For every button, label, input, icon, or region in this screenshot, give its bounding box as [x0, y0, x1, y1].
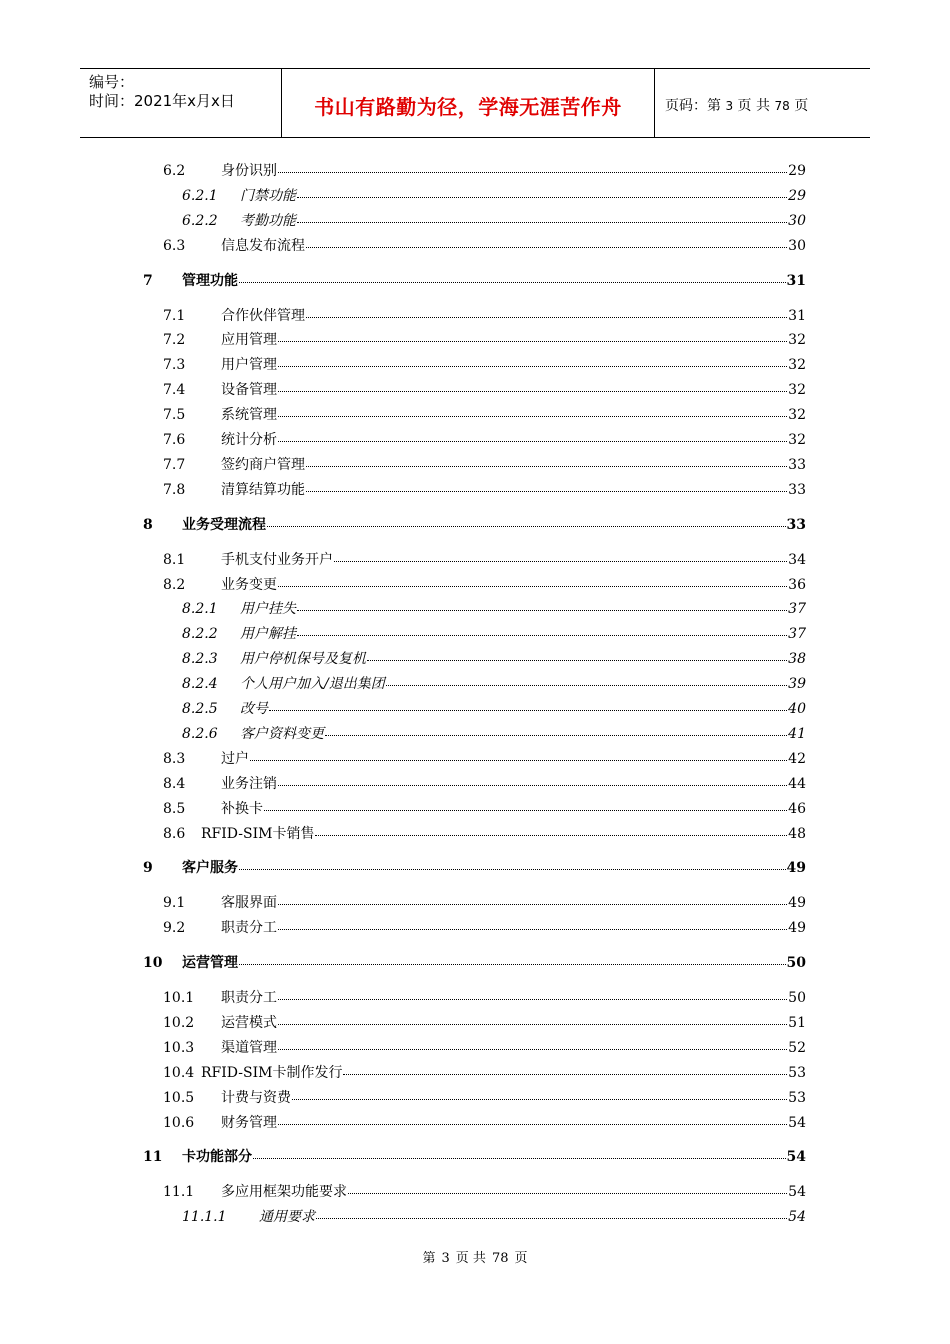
- toc-entry-page: 37: [788, 626, 806, 643]
- toc-entry[interactable]: [0, 1063, 806, 1083]
- toc-entry[interactable]: [0, 674, 806, 694]
- toc-leader-dots: [253, 1157, 786, 1159]
- toc-entry[interactable]: [0, 480, 806, 500]
- toc-entry-number: 7.6: [163, 432, 186, 448]
- toc-entry-page: 54: [786, 1149, 806, 1166]
- toc-entry-number: 7.4: [163, 382, 186, 399]
- toc-leader-dots: [343, 1073, 787, 1075]
- toc-entry-page: 54: [788, 1184, 806, 1201]
- toc-entry-number: 10: [143, 955, 163, 972]
- toc-entry-number: 8.2.1: [182, 601, 218, 618]
- toc-entry-title: 卡功能部分: [182, 1149, 252, 1166]
- toc-leader-dots: [306, 316, 787, 318]
- toc-entry-page: 32: [788, 332, 806, 349]
- toc-entry-page: 41: [788, 725, 806, 742]
- toc-entry-number: 7.1: [163, 307, 186, 324]
- toc-entry-title: 应用管理: [221, 332, 277, 349]
- toc-entry-title: 用户挂失: [240, 601, 296, 618]
- toc-entry-number: 10.1: [163, 990, 195, 1006]
- toc-entry-page: 37: [788, 601, 806, 618]
- toc-leader-dots: [297, 609, 787, 611]
- toc-leader-dots: [348, 1192, 787, 1194]
- toc-entry-page: 31: [786, 272, 806, 289]
- toc-entry[interactable]: [0, 161, 806, 181]
- toc-entry-page: 54: [788, 1209, 806, 1226]
- toc-entry-number: 8.2.3: [182, 651, 218, 668]
- toc-entry-number: 7: [143, 272, 153, 289]
- toc-leader-dots: [239, 868, 786, 870]
- toc-entry-title: 管理功能: [182, 272, 238, 289]
- toc-entry-number: 10.2: [163, 1014, 195, 1031]
- toc-entry-page: 40: [788, 701, 806, 717]
- toc-entry[interactable]: [0, 271, 806, 291]
- toc-entry[interactable]: [0, 405, 806, 425]
- toc-entry[interactable]: [0, 236, 806, 256]
- toc-entry-title: 计费与资费: [221, 1089, 291, 1106]
- toc-entry-page: 54: [788, 1114, 806, 1131]
- toc-leader-dots: [325, 734, 787, 736]
- toc-entry-number: 8.2.6: [182, 725, 218, 742]
- toc-entry[interactable]: [0, 330, 806, 350]
- toc-entry-title: 运营模式: [221, 1014, 277, 1031]
- toc-entry-page: 32: [788, 357, 806, 374]
- toc-leader-dots: [264, 809, 787, 811]
- toc-leader-dots: [386, 684, 787, 686]
- toc-entry-number: 10.6: [163, 1114, 195, 1131]
- toc-entry[interactable]: [0, 918, 806, 938]
- toc-entry-number: 6.3: [163, 237, 186, 254]
- toc-entry-title: 补换卡: [221, 800, 263, 817]
- toc-leader-dots: [278, 171, 787, 173]
- toc-leader-dots: [367, 659, 787, 661]
- toc-entry-page: 32: [788, 407, 806, 424]
- header-page-current: 3: [725, 99, 734, 113]
- toc-entry[interactable]: [0, 893, 806, 913]
- toc-entry-number: 8.2.4: [182, 676, 218, 693]
- toc-leader-dots: [316, 1217, 787, 1219]
- header-motto: 书山有路勤为径，学海无涯苦作舟: [314, 95, 622, 119]
- toc-entry-title: 清算结算功能: [221, 481, 305, 498]
- toc-entry-title: 用户停机保号及复机: [240, 651, 366, 668]
- toc-entry-title: RFID-SIM卡制作发行: [201, 1064, 343, 1081]
- toc-entry[interactable]: [0, 211, 806, 231]
- toc-entry[interactable]: [0, 799, 806, 819]
- toc-leader-dots: [278, 365, 787, 367]
- toc-entry-page: 32: [788, 382, 806, 399]
- toc-entry-title: 业务注销: [221, 775, 277, 792]
- toc-entry-title: 业务变更: [221, 576, 277, 593]
- toc-entry[interactable]: [0, 1207, 806, 1227]
- toc-leader-dots: [334, 560, 787, 562]
- toc-entry-page: 46: [788, 800, 806, 817]
- toc-entry-number: 8.2: [163, 576, 186, 593]
- toc-entry-page: 50: [788, 990, 806, 1006]
- toc-leader-dots: [267, 525, 786, 527]
- toc-entry-title: 职责分工: [221, 990, 277, 1006]
- toc-entry[interactable]: [0, 455, 806, 475]
- toc-entry-title: 手机支付业务开户: [221, 551, 333, 568]
- toc-entry-title: 信息发布流程: [221, 237, 305, 254]
- toc-leader-dots: [278, 1048, 787, 1050]
- toc-leader-dots: [278, 415, 787, 417]
- toc-entry[interactable]: [0, 1182, 806, 1202]
- toc-entry-page: 36: [788, 576, 806, 593]
- toc-entry-number: 6.2.1: [182, 187, 218, 204]
- toc-entry-title: 身份识别: [221, 163, 277, 179]
- toc-entry-number: 9.2: [163, 920, 186, 937]
- toc-entry-title: 通用要求: [259, 1209, 315, 1226]
- toc-entry-number: 8.5: [163, 800, 186, 817]
- toc-entry-number: 10.4: [163, 1064, 195, 1081]
- toc-entry-title: 设备管理: [221, 382, 277, 399]
- toc-leader-dots: [315, 834, 787, 836]
- toc-entry-page: 30: [788, 237, 806, 254]
- toc-entry-number: 7.7: [163, 456, 186, 473]
- toc-leader-dots: [306, 246, 787, 248]
- toc-entry[interactable]: [0, 1088, 806, 1108]
- toc-leader-dots: [278, 903, 787, 905]
- toc-entry-number: 8.6: [163, 825, 186, 842]
- toc-entry-title: 客户服务: [182, 860, 238, 877]
- toc-entry[interactable]: [0, 988, 806, 1008]
- toc-entry-page: 49: [788, 920, 806, 937]
- toc-leader-dots: [278, 998, 787, 1000]
- toc-entry[interactable]: [0, 306, 806, 326]
- document-time-label: 时间：2021年x月x日: [89, 92, 235, 110]
- toc-entry-page: 32: [788, 432, 806, 448]
- toc-leader-dots: [292, 1098, 787, 1100]
- toc-leader-dots: [278, 928, 787, 930]
- toc-entry-page: 33: [788, 481, 806, 498]
- toc-entry[interactable]: [0, 858, 806, 878]
- header-page-label: 页码：第: [665, 98, 721, 114]
- toc-entry-title: 客户资料变更: [240, 725, 324, 742]
- toc-leader-dots: [278, 585, 787, 587]
- toc-entry-page: 53: [788, 1064, 806, 1081]
- toc-entry-number: 7.5: [163, 407, 186, 424]
- toc-entry-page: 50: [786, 955, 806, 972]
- toc-entry-number: 7.2: [163, 332, 186, 349]
- footer-total: 78: [491, 1251, 509, 1266]
- toc-entry-title: RFID-SIM卡销售: [201, 825, 315, 842]
- toc-entry-page: 31: [788, 307, 806, 324]
- toc-entry-page: 38: [788, 651, 806, 668]
- toc-leader-dots: [278, 340, 787, 342]
- toc-entry-page: 34: [788, 551, 806, 568]
- toc-entry[interactable]: [0, 380, 806, 400]
- toc-entry-title: 考勤功能: [240, 212, 296, 229]
- toc-leader-dots: [297, 221, 787, 223]
- toc-entry-page: 49: [786, 860, 806, 877]
- toc-leader-dots: [269, 709, 787, 711]
- toc-entry-number: 8: [143, 516, 153, 533]
- toc-entry[interactable]: [0, 699, 806, 719]
- toc-entry-page: 33: [786, 516, 806, 533]
- toc-entry-title: 签约商户管理: [221, 456, 305, 473]
- toc-entry[interactable]: [0, 515, 806, 535]
- toc-entry[interactable]: [0, 953, 806, 973]
- toc-entry-title: 合作伙伴管理: [221, 307, 305, 324]
- header-page-mid: 页 共: [737, 98, 770, 114]
- toc-entry-page: 49: [788, 895, 806, 912]
- toc-entry[interactable]: [0, 724, 806, 744]
- toc-entry-number: 11.1: [163, 1184, 195, 1201]
- toc-leader-dots: [278, 1123, 787, 1125]
- toc-entry[interactable]: [0, 575, 806, 595]
- toc-entry-title: 业务受理流程: [182, 516, 266, 533]
- toc-entry[interactable]: [0, 1038, 806, 1058]
- toc-entry-page: 29: [788, 187, 806, 204]
- toc-entry-title: 客服界面: [221, 895, 277, 912]
- footer-current: 3: [441, 1251, 450, 1266]
- toc-entry[interactable]: [0, 649, 806, 669]
- toc-leader-dots: [278, 1023, 787, 1025]
- toc-entry-number: 6.2: [163, 163, 186, 179]
- toc-entry-title: 个人用户加入/退出集团: [240, 676, 385, 693]
- toc-entry-title: 过户: [221, 750, 249, 767]
- toc-leader-dots: [239, 963, 786, 965]
- toc-entry-number: 9.1: [163, 895, 186, 912]
- toc-entry-number: 11: [143, 1149, 163, 1166]
- footer-prefix: 第: [422, 1251, 436, 1266]
- toc-entry-number: 8.2.5: [182, 701, 218, 717]
- toc-entry-number: 8.3: [163, 750, 186, 767]
- toc-entry-page: 52: [788, 1039, 806, 1056]
- header-page-total: 78: [774, 99, 790, 113]
- toc-entry[interactable]: [0, 824, 806, 844]
- toc-leader-dots: [278, 784, 787, 786]
- toc-entry-page: 30: [788, 212, 806, 229]
- toc-entry-page: 51: [788, 1014, 806, 1031]
- toc-entry-number: 11.1.1: [182, 1209, 227, 1226]
- toc-entry-number: 8.4: [163, 775, 186, 792]
- toc-entry-page: 33: [788, 456, 806, 473]
- toc-entry-number: 8.2.2: [182, 626, 218, 643]
- toc-entry[interactable]: [0, 749, 806, 769]
- toc-entry[interactable]: [0, 774, 806, 794]
- toc-entry-page: 39: [788, 676, 806, 693]
- footer-suffix: 页: [514, 1251, 528, 1266]
- toc-entry-title: 财务管理: [221, 1114, 277, 1131]
- toc-entry-title: 统计分析: [221, 432, 277, 448]
- toc-entry-page: 42: [788, 750, 806, 767]
- toc-entry-page: 53: [788, 1089, 806, 1106]
- toc-entry[interactable]: [0, 186, 806, 206]
- toc-leader-dots: [306, 490, 787, 492]
- toc-entry-title: 渠道管理: [221, 1039, 277, 1056]
- toc-leader-dots: [250, 759, 787, 761]
- toc-entry-number: 10.3: [163, 1039, 195, 1056]
- toc-entry-title: 用户解挂: [240, 626, 296, 643]
- toc-entry-title: 职责分工: [221, 920, 277, 937]
- toc-entry[interactable]: [0, 355, 806, 375]
- toc-entry-title: 用户管理: [221, 357, 277, 374]
- toc-entry[interactable]: [0, 1013, 806, 1033]
- toc-entry-number: 9: [143, 860, 153, 877]
- header-page-end: 页: [794, 98, 809, 114]
- toc-entry-title: 门禁功能: [240, 187, 296, 204]
- toc-entry[interactable]: [0, 1113, 806, 1133]
- toc-entry-number: 7.3: [163, 357, 186, 374]
- toc-entry-page: 44: [788, 775, 806, 792]
- toc-entry[interactable]: [0, 550, 806, 570]
- toc-entry-number: 8.1: [163, 551, 186, 568]
- toc-entry-page: 48: [788, 825, 806, 842]
- toc-entry-number: 7.8: [163, 481, 186, 498]
- toc-entry[interactable]: [0, 599, 806, 619]
- toc-entry-number: 6.2.2: [182, 212, 218, 229]
- footer-mid: 页 共: [455, 1251, 486, 1266]
- toc-leader-dots: [278, 440, 787, 442]
- toc-leader-dots: [306, 465, 787, 467]
- page-footer: [0, 1247, 950, 1266]
- toc-leader-dots: [297, 196, 787, 198]
- toc-entry-title: 运营管理: [182, 955, 238, 972]
- toc-leader-dots: [297, 634, 787, 636]
- toc-entry-number: 10.5: [163, 1089, 195, 1106]
- toc-entry-title: 多应用框架功能要求: [221, 1184, 347, 1201]
- toc-entry-title: 系统管理: [221, 407, 277, 424]
- toc-entry-title: 改号: [240, 701, 268, 717]
- document-code-label: 编号：: [89, 73, 135, 91]
- toc-leader-dots: [278, 390, 787, 392]
- toc-entry[interactable]: [0, 430, 806, 450]
- toc-entry[interactable]: [0, 624, 806, 644]
- toc-entry[interactable]: [0, 1147, 806, 1167]
- toc-entry-page: 29: [788, 163, 806, 179]
- toc-leader-dots: [239, 281, 786, 283]
